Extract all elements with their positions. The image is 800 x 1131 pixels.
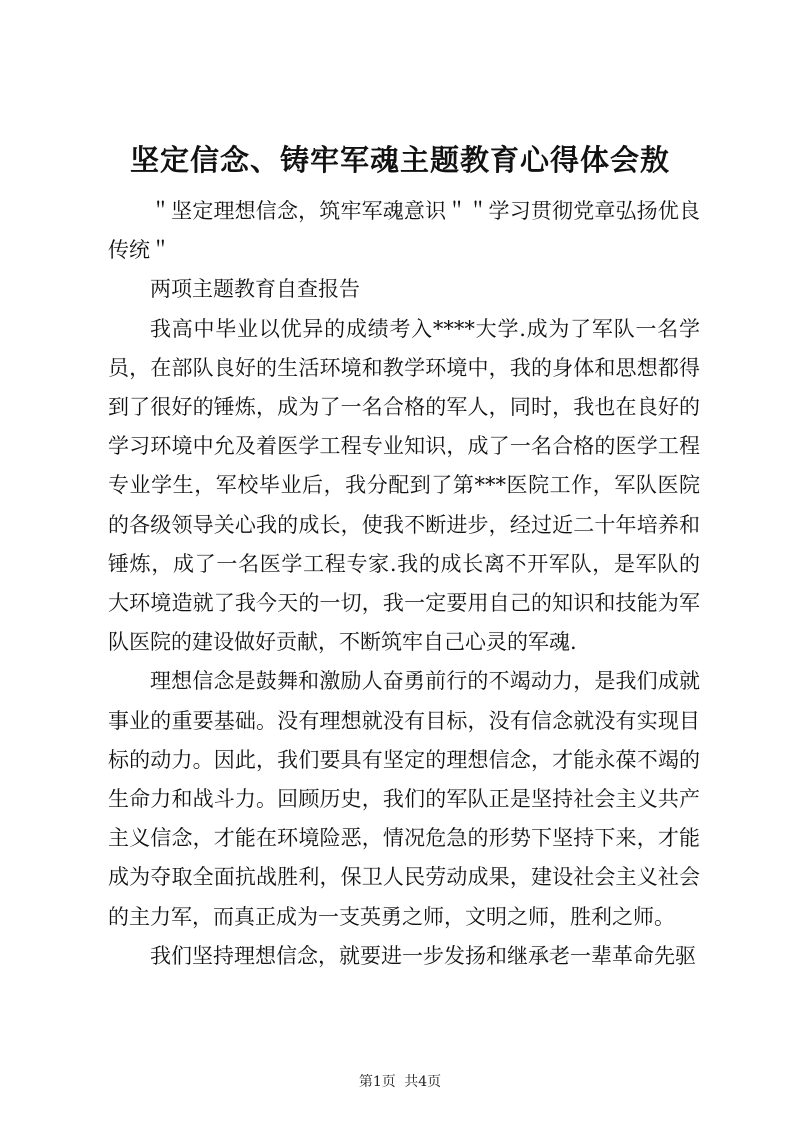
paragraph-personal-story: 我高中毕业以优异的成绩考入****大学.成为了军队一名学员，在部队良好的生活环境和教学环境中，我的身体和思想都得到了很好的锤炼，成为了一名合格的军人，同时，我也在良好的学习环境中允及着医学工程专业知识，成了一名合格的医学工程专业学生，军校毕业后，我分配到了第***医院工作，军队医院的各级领导关心我的成长，使我不断进步，经过近二十年培养和锤炼，成了一名医学工程专家.我的成长离不开军队，是军队的大环境造就了我今天的一切，我一定要用自己的知识和技能为军队医院的建设做好贡献，不断筑牢自己心灵的军魂. bbox=[108, 316, 700, 655]
document-title: 坚定信念、铸牢军魂主题教育心得体会敖 bbox=[129, 143, 670, 177]
paragraph-report-title: 两项主题教育自查报告 bbox=[150, 277, 360, 302]
paragraph-subtitle: ＂坚定理想信念，筑牢军魂意识＂＂学习贯彻党章弘扬优良传统＂ bbox=[108, 199, 700, 263]
page-total: 共4页 bbox=[404, 1074, 442, 1090]
page-number: 第1页 bbox=[358, 1074, 396, 1090]
page-footer bbox=[0, 1072, 800, 1092]
paragraph-continuation: 我们坚持理想信念，就要进一步发扬和继承老一辈革命先驱 bbox=[150, 943, 696, 968]
document-body bbox=[108, 192, 700, 976]
paragraph-ideals-belief: 理想信念是鼓舞和激励人奋勇前行的不竭动力，是我们成就事业的重要基础。没有理想就没有目标，没有信念就没有实现目标的动力。因此，我们要具有坚定的理想信念，才能永葆不竭的生命力和战斗力。回顾历史，我们的军队正是坚持社会主义共产主义信念，才能在环境险恶，情况危急的形势下坚持下来，才能成为夺取全面抗战胜利，保卫人民劳动成果，建设社会主义社会的主力军，而真正成为一支英勇之师，文明之师，胜利之师。 bbox=[108, 669, 700, 929]
